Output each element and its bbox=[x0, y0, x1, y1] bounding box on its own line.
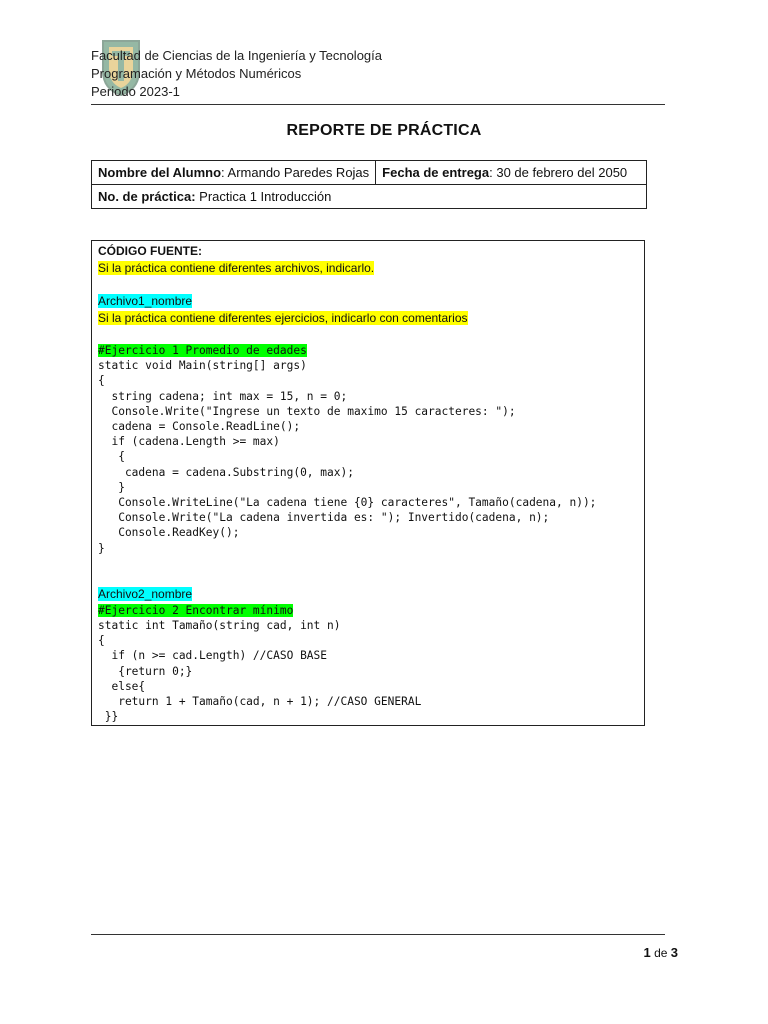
exercise2-code: static int Tamaño(string cad, int n) { if (n >= cad.Length) //CASO BASE {return 0;} else{ return 1 + Tamaño(cad, n + 1); //CASO GENERAL }} bbox=[98, 619, 422, 724]
student-info-table bbox=[91, 160, 647, 209]
page-of: de bbox=[654, 946, 668, 960]
term: Periodo 2023-1 bbox=[91, 84, 180, 99]
date-value: : 30 de febrero del 2050 bbox=[489, 165, 628, 180]
page-current: 1 bbox=[643, 945, 651, 960]
exercise1-code: static void Main(string[] args) { string cadena; int max = 15, n = 0; Console.Write("Ingrese un texto de maximo 15 caracteres: "); cadena = Console.ReadLine(); if (cadena.Length >= max) { cadena = cadena.Substring(0, max); } Console.WriteLine("La cadena tiene {0} caracteres", Tamaño(cadena, n)); Console.Write("La cadena invertida es: "); Invertido(cadena, n); Console.ReadKey(); } bbox=[98, 359, 597, 555]
file1-name: Archivo1_nombre bbox=[98, 294, 193, 308]
student-label: Nombre del Alumno bbox=[98, 165, 222, 180]
faculty-name: Facultad de Ciencias de la Ingeniería y Tecnología bbox=[91, 48, 383, 63]
practice-cell bbox=[92, 185, 647, 209]
page-title: REPORTE DE PRÁCTICA bbox=[286, 122, 482, 139]
source-code-box bbox=[91, 240, 645, 726]
student-cell bbox=[92, 161, 376, 185]
footer-divider bbox=[91, 934, 665, 935]
page-total: 3 bbox=[670, 945, 678, 960]
exercise2-comment: #Ejercicio 2 Encontrar mínimo bbox=[98, 603, 294, 617]
file2-name: Archivo2_nombre bbox=[98, 586, 193, 601]
exercises-note: Si la práctica contiene diferentes ejercicios, indicarlo con comentarios bbox=[98, 311, 468, 325]
page-indicator bbox=[643, 945, 678, 960]
files-note: Si la práctica contiene diferentes archivos, indicarlo. bbox=[98, 261, 375, 275]
student-value: : Armando Paredes Rojas bbox=[221, 165, 370, 180]
practice-value: Practica 1 Introducción bbox=[195, 189, 332, 204]
source-heading: CÓDIGO FUENTE: bbox=[98, 244, 202, 258]
date-label: Fecha de entrega bbox=[382, 165, 490, 180]
exercise1-comment: #Ejercicio 1 Promedio de edades bbox=[98, 344, 307, 357]
course-name: Programación y Métodos Numéricos bbox=[91, 66, 302, 81]
date-cell bbox=[376, 161, 647, 185]
practice-label: No. de práctica: bbox=[98, 189, 196, 204]
document-header bbox=[91, 47, 651, 101]
header-divider bbox=[91, 104, 665, 105]
